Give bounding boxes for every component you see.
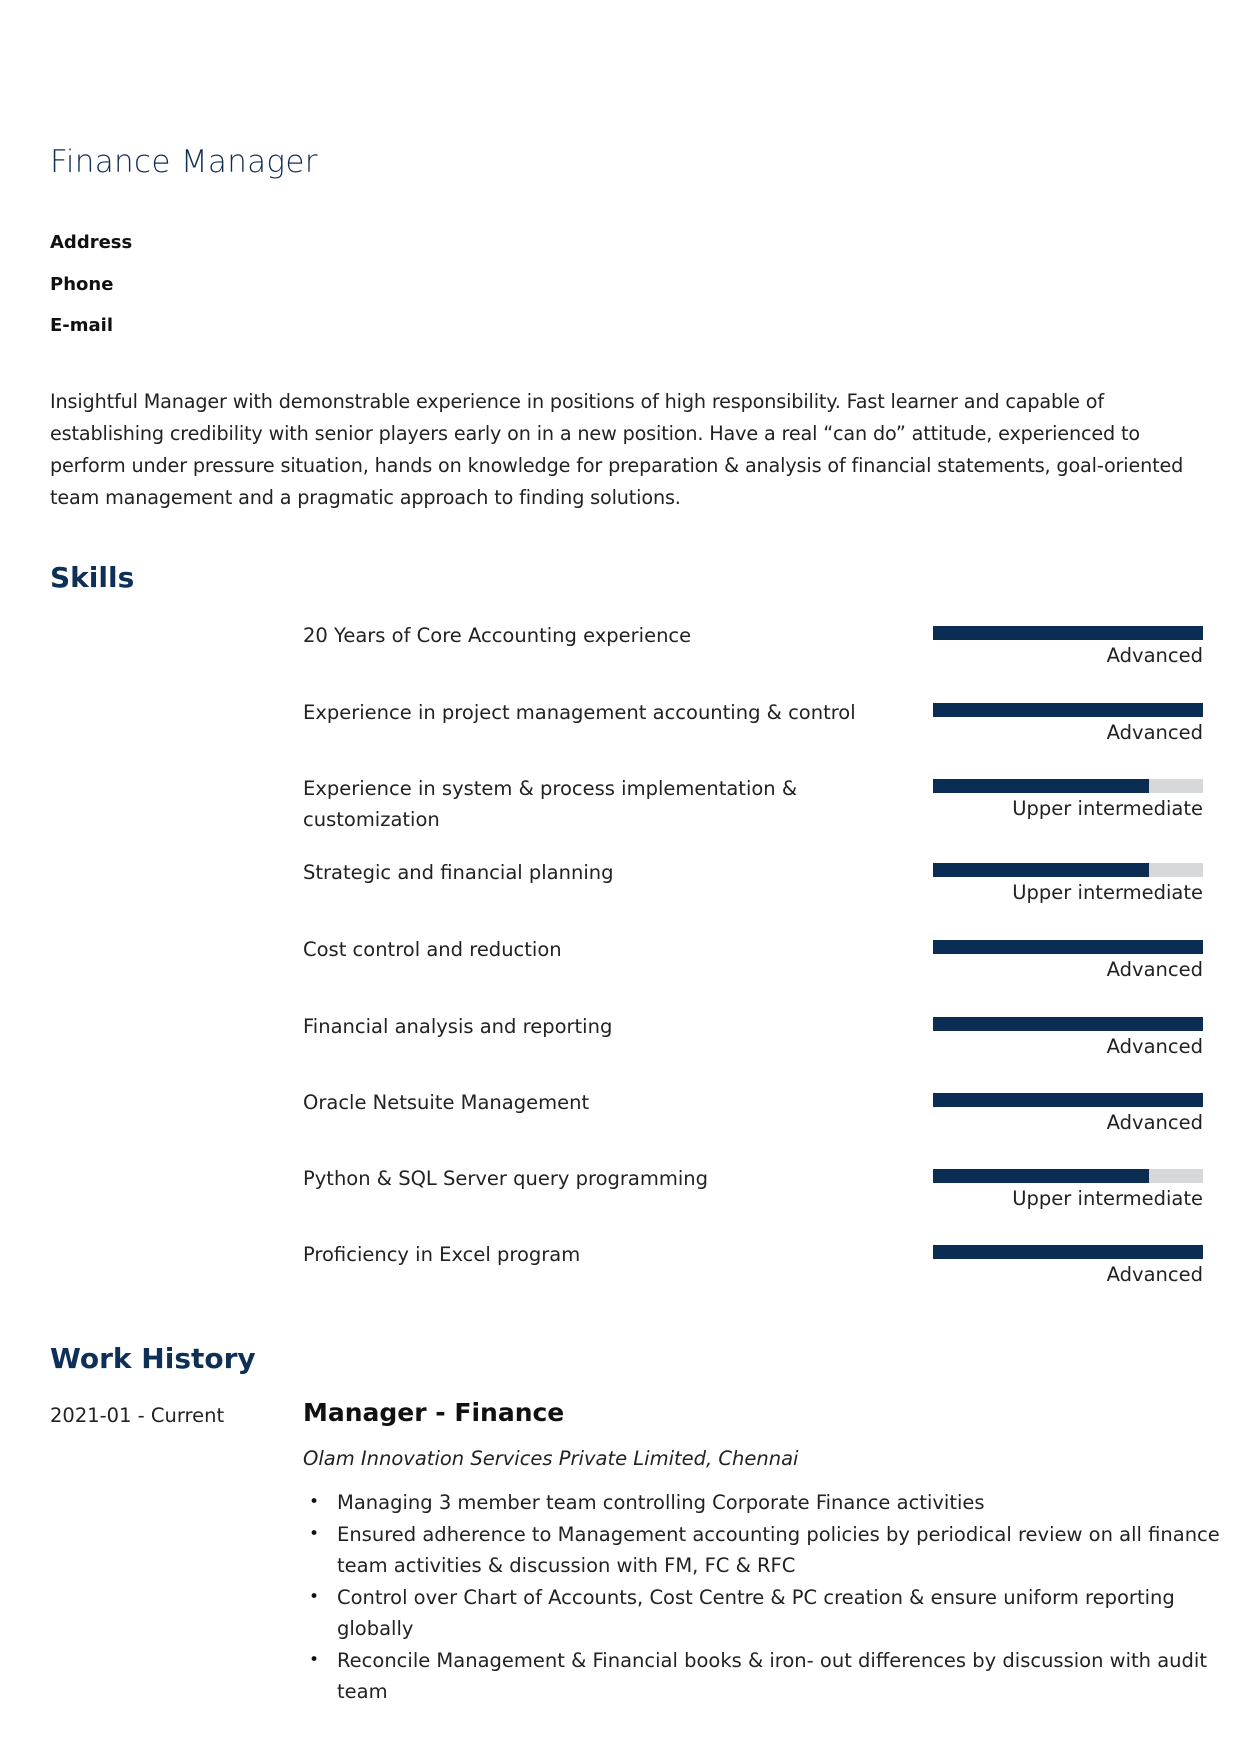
responsibility-item: • Control over Chart of Accounts, Cost Centre & PC creation & ensure uniform reporting globally <box>337 1582 1237 1645</box>
responsibility-item: • Reconcile Management & Financial books & iron- out differences by discussion with audit team <box>337 1645 1237 1708</box>
contact-block <box>50 230 132 355</box>
professional-summary: Insightful Manager with demonstrable experience in positions of high responsibility. Fast learner and capable of establishing credibility with senior players early on in a new position. Have a real “can do” attitude, experienced to perform under pressure situation, hands on knowledge for preparation & analysis of financial statements, goal-oriented team management and a pragmatic approach to finding solutions. <box>50 390 1184 509</box>
skill-level-fill <box>933 1245 1203 1259</box>
contact-phone-label: Phone <box>50 273 114 295</box>
responsibility-item: • Ensured adherence to Management accounting policies by periodical review on all finance team activities & discussion with FM, FC & RFC <box>337 1519 1237 1582</box>
skill-level-fill <box>933 779 1149 793</box>
skill-level-fill <box>933 1169 1149 1183</box>
skill-name: 20 Years of Core Accounting experience <box>303 624 692 647</box>
skill-level-bar <box>933 703 1203 717</box>
skill-name: Experience in system & process implementation & customization <box>303 777 798 831</box>
contact-address-label: Address <box>50 232 133 253</box>
skill-level-label: Advanced <box>1106 644 1203 667</box>
skill-level-label: Advanced <box>1106 958 1203 981</box>
responsibility-item: • Managing 3 member team controlling Corporate Finance activities <box>337 1487 1237 1519</box>
skill-level-fill <box>933 626 1203 640</box>
skill-name: Oracle Netsuite Management <box>303 1091 590 1114</box>
skill-level-bar <box>933 863 1203 877</box>
skill-level-label: Advanced <box>1106 1263 1203 1286</box>
skill-level-fill <box>933 1093 1203 1107</box>
skill-level-bar <box>933 940 1203 954</box>
skill-level-label: Advanced <box>1106 1111 1203 1134</box>
skill-level-label: Upper intermediate <box>1012 881 1203 904</box>
work-history-heading: Work History <box>50 1342 256 1375</box>
skill-level-label: Advanced <box>1106 1035 1203 1058</box>
skill-level-fill <box>933 940 1203 954</box>
skill-name: Python & SQL Server query programming <box>303 1167 709 1190</box>
skill-name: Cost control and reduction <box>303 938 562 961</box>
job-company: Olam Innovation Services Private Limited, Chennai <box>303 1447 799 1470</box>
skill-level-label: Advanced <box>1106 721 1203 744</box>
skill-level-bar <box>933 1169 1203 1183</box>
job-responsibilities <box>303 1487 1237 1708</box>
job-title: Manager - Finance <box>303 1398 565 1427</box>
skill-name: Proficiency in Excel program <box>303 1243 581 1266</box>
skill-level-fill <box>933 863 1149 877</box>
skill-name: Strategic and financial planning <box>303 861 614 884</box>
skill-name: Financial analysis and reporting <box>303 1015 613 1038</box>
skill-level-label: Upper intermediate <box>1012 797 1203 820</box>
skill-level-fill <box>933 703 1203 717</box>
skill-level-fill <box>933 1017 1203 1031</box>
skill-level-bar <box>933 626 1203 640</box>
job-dates: 2021-01 - Current <box>50 1404 225 1427</box>
skill-name: Experience in project management accounting & control <box>303 701 856 724</box>
skill-level-label: Upper intermediate <box>1012 1187 1203 1210</box>
contact-email-label: E-mail <box>50 315 114 336</box>
skill-level-bar <box>933 1017 1203 1031</box>
resume-title: Finance Manager <box>50 144 318 180</box>
skill-level-bar <box>933 779 1203 793</box>
skill-level-bar <box>933 1093 1203 1107</box>
skills-heading: Skills <box>50 561 135 594</box>
skill-level-bar <box>933 1245 1203 1259</box>
